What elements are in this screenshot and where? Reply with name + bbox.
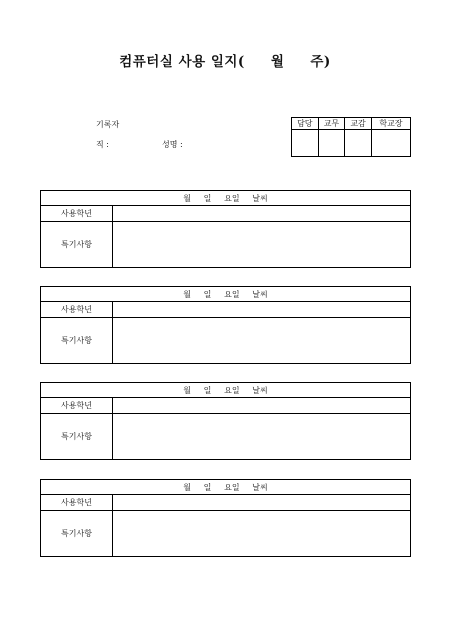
approval-header-staff: 담당 (292, 118, 319, 130)
approval-sign-cell[interactable] (345, 130, 372, 157)
day-log-table (40, 286, 411, 364)
approval-table (291, 117, 411, 157)
notes-field[interactable] (113, 511, 411, 557)
notes-field[interactable] (113, 318, 411, 364)
day-date-line: 월 일 요일 날씨 (41, 480, 411, 495)
notes-label: 특기사항 (41, 222, 113, 268)
notes-field[interactable] (113, 414, 411, 460)
position-label: 직 : (96, 140, 109, 149)
approval-sign-cell[interactable] (292, 130, 319, 157)
day-log-table (40, 382, 411, 460)
day-date-line: 월 일 요일 날씨 (41, 191, 411, 206)
day-log-table (40, 479, 411, 557)
grade-label: 사용학년 (41, 398, 113, 414)
approval-header-vice-principal: 교감 (345, 118, 372, 130)
grade-field[interactable] (113, 398, 411, 414)
grade-label: 사용학년 (41, 302, 113, 318)
approval-header-academic: 교무 (318, 118, 345, 130)
grade-label: 사용학년 (41, 495, 113, 511)
day-date-line: 월 일 요일 날씨 (41, 287, 411, 302)
grade-field[interactable] (113, 206, 411, 222)
notes-label: 특기사항 (41, 414, 113, 460)
day-log-table (40, 190, 411, 268)
notes-field[interactable] (113, 222, 411, 268)
approval-sign-cell[interactable] (318, 130, 345, 157)
recorder-label: 기록자 (96, 120, 120, 129)
approval-header-principal: 학교장 (371, 118, 410, 130)
notes-label: 특기사항 (41, 511, 113, 557)
grade-field[interactable] (113, 495, 411, 511)
approval-sign-cell[interactable] (371, 130, 410, 157)
grade-field[interactable] (113, 302, 411, 318)
name-label: 성명 : (162, 140, 183, 149)
document-title: 컴퓨터실 사용 일지( 월 주) (119, 54, 331, 70)
day-date-line: 월 일 요일 날씨 (41, 383, 411, 398)
grade-label: 사용학년 (41, 206, 113, 222)
notes-label: 특기사항 (41, 318, 113, 364)
